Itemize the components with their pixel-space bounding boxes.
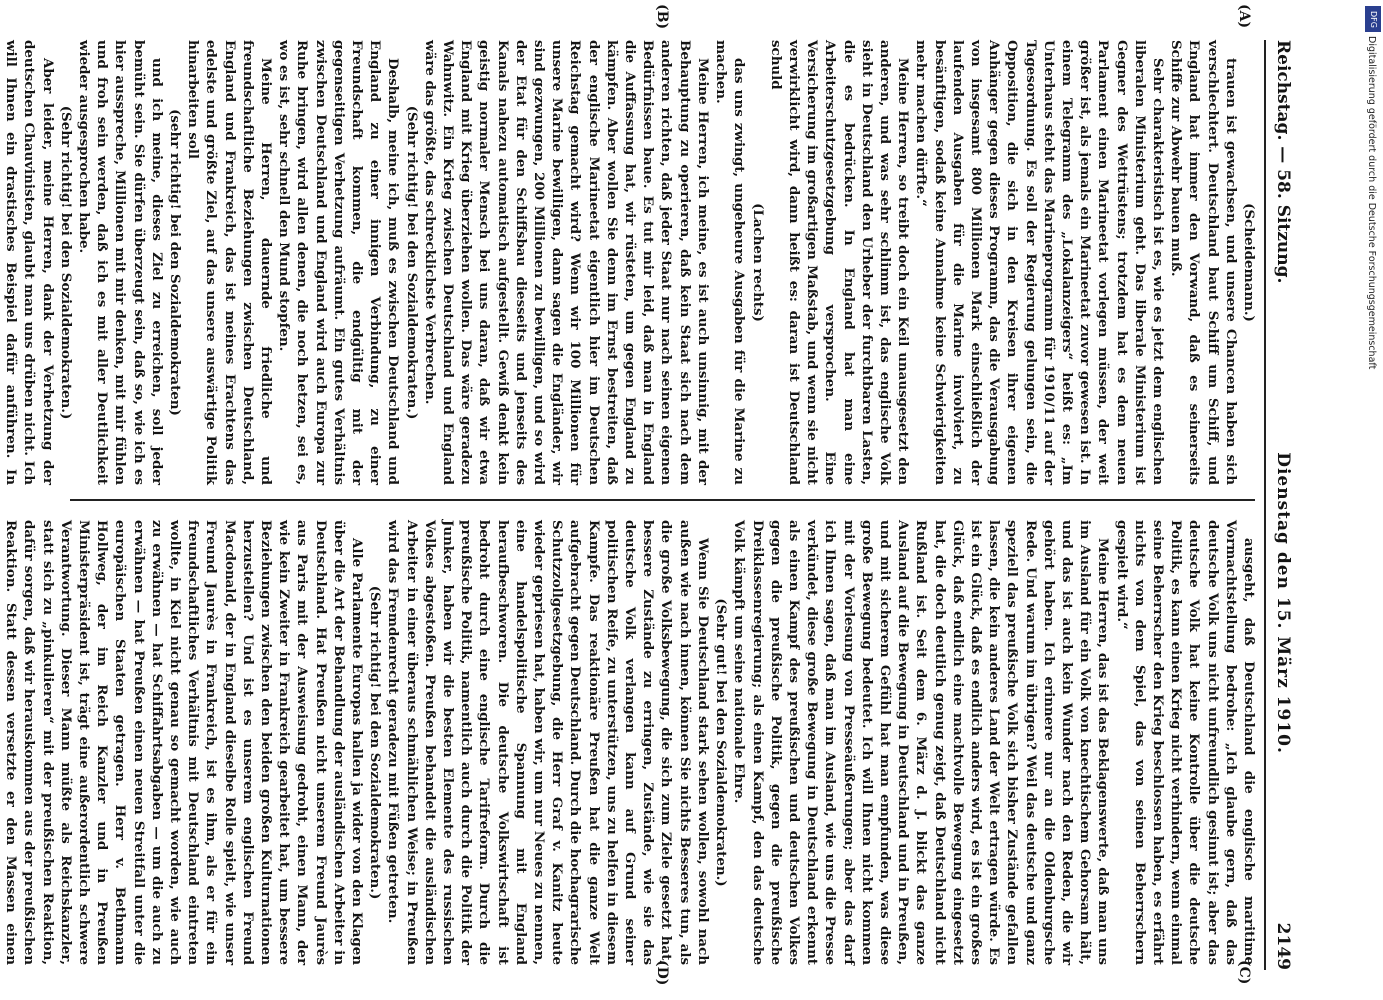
- paragraph: ausgeht, daß Deutschland die englische maritime Vormachtstellung bedrohe: „Ich glaube gern, daß das deutsche Volk uns nicht unfreundlich gesinnt ist; aber das deutsche Volk hat keine Kontrolle über die deutsche Politik, es kann einen Krieg nicht verhindern, wenn einmal seine Beherrscher den Krieg beschlossen haben, es erfährt nichts von dem Spiel, das von seinen Beherrschern gespielt wird.“: [1113, 520, 1257, 966]
- left-column: [3, 40, 1258, 485]
- margin-marker-a: (A): [1236, 4, 1252, 29]
- paragraph: Meine Herren, dauernde friedliche und freundschaftliche Beziehungen zwischen Deutschland, England und Frankreich, das ist meines Erachtens das edelste und größte Ziel, auf das unsere auswärtige Politik hinarbeiten soll: [185, 40, 275, 485]
- paragraph: (Sehr gut! bei den Sozialdemokraten.): [713, 598, 730, 887]
- dfg-logo: DFG: [1365, 6, 1381, 32]
- paragraph: (Sehr richtig! bei den Sozialdemokraten.): [57, 105, 74, 420]
- paragraph: (Lachen rechts): [749, 203, 766, 322]
- paragraph: das uns zwingt, ungeheure Ausgaben für die Marine zu machen.: [713, 40, 748, 485]
- paragraph: Alle Parlamente Europas hallen ja wider von den Klagen über die Art der Behandlung der ausländischen Arbeiter in Deutschland. Hat Preußen nicht unserem Freund Jaurès aus Paris mit der Ausweisung gedroht, einen Mann, der wie kein Zweiter in Frankreich gearbeitet hat, um bessere Beziehungen zwischen den beiden großen Kulturnationen herzustellen? Und ist es unserem englischen Freund Macdonald, der in England dieselbe Rolle spielt, wie unser Freund Jaurès in Frankreich, ist es ihm, als er für ein freundschaftliches Verhältnis mit Deutschland eintreten wollte, in Kiel nicht genau so gemacht worden, wie auch zu erwähnen — hat Schiffahrtsabgaben — um die auch zu erwähnen — hat Preußen einen neuen Streitfall unter die europäischen Staaten getragen. Herr v. Bethmann Hollweg, der im Reich Kanzler und in Preußen Ministerpräsident ist, trägt eine außerordentlich schwere Verantwortung. Dieser Mann müßte als Reichskanzler, statt sich zu „pinkulieren“ mit der preußischen Reaktion, dafür sorgen, daß wir herauskommen aus der preußischen Reaktion. Statt dessen versetzte er den Massen einen: [3, 520, 366, 965]
- paragraph: Meine Herren, so treibt doch ein Keil unausgesetzt den anderen, und was sehr schlimm ist, das englische Volk sieht in Deutschland den Urheber der furchtbaren Lasten, die es bedrücken. In England hat man eine Arbeiterschutzgesetzgebung versprochen. Eine Versicherung im großartigen Maßstab, und wenn sie nicht verwirklicht wird, dann heißt es: daran ist Deutschland schuld: [767, 40, 912, 485]
- credit-text: Digitalisierung gefördert durch die Deutsche Forschungsgemeinschaft: [1366, 36, 1377, 370]
- paragraph: (Sehr richtig! bei den Sozialdemokraten.): [367, 585, 384, 900]
- margin-marker-b: (B): [654, 4, 670, 30]
- paragraph: Meine Herren, ich meine, es ist auch unsinnig, mit der Behauptung zu operieren, daß kein Staat sich nach dem anderen richten, daß jeder Staat nur nach seinen eigenen Bedürfnissen baue. Es tut mir leid, daß man in England die Auffassung hat, wir rüsteten, um gegen England zu kämpfen. Aber wollen Sie denn im Ernst bestreiten, daß der englische Marineetat eigentlich hier im Deutschen Reichstag gemacht wird? Wenn wir 100 Millionen für unsere Marine bewilligen, dann sagen die Engländer, wir sind gezwungen, 200 Millionen zu bewilligen, und so wird der Etat für den Schiffsbau diesseits und jenseits des Kanals nahezu automatisch aufgestellt. Gewiß denkt kein geistig normaler Mensch bei uns daran, daß wir etwa England mit Krieg überziehen wollen. Das wäre geradezu Wahnwitz. Ein Krieg zwischen Deutschland und England wäre das größte, das schrecklichste Verbrechen.: [421, 40, 711, 485]
- paragraph: Wenn Sie Deutschland stark sehen wollen, sowohl nach außen wie nach innen, können Sie nichts Besseres tun, als die große Volksbewegung, die sich zum Ziele gesetzt hat, bessere Zustände zu erringen, Zustände, wie sie das deutsche Volk verlangen kann auf Grund seiner politischen Reife, zu unterstützen, uns zu helfen in diesem Kampfe. Das reaktionäre Preußen hat die ganze Welt aufgebracht gegen Deutschland. Durch die hochagrarische Schutzzollgesetzgebung, die Herr Graf v. Kanitz heute wieder gepriesen hat, haben wir, um nur Neues zu nennen, eine handelspolitische Spannung mit England heraufbeschworen. Die deutsche Volkswirtschaft ist bedroht durch eine englische Tarifreform. Durch die preußische Politik, namentlich auch durch die Politik der Junker, haben wir die besten Elemente des russischen Volkes abgestoßen. Preußen behandelt die ausländischen Arbeiter in einer überaus schmählichen Weise; in Preußen wird das Fremdenrecht geradezu mit Füßen getreten.: [385, 520, 711, 965]
- digitization-credit: [1366, 6, 1380, 996]
- paragraph: (Scheidemann.): [1241, 203, 1257, 322]
- paragraph: trauen ist gewachsen, und unsere Chancen haben sich verschlechtert. Deutschland baut Schiff um Schiff, und England hat immer den Vorwand, daß es seinerseits Schiffe zur Abwehr bauen muß.: [1168, 40, 1239, 485]
- rotated-page: [3, 0, 1310, 1000]
- page-header: [1264, 40, 1300, 970]
- page-number: 2149: [1273, 922, 1293, 970]
- margin-marker-c: (C): [1236, 960, 1252, 985]
- column-divider: [70, 499, 1255, 501]
- right-column: [3, 520, 1258, 966]
- paragraph: und ich meine, dieses Ziel zu erreichen, soll jeder bemüht sein. Sie dürfen überzeugt sein, daß so, wie ich es hier ausspreche, Millionen mit mir denken, mit mir fühlen und froh sein werden, daß ich es mit aller Deutlichkeit wieder ausgesprochen habe.: [76, 40, 165, 485]
- paragraph: (Sehr richtig! bei den Sozialdemokraten.): [403, 105, 420, 420]
- paragraph: Deshalb, meine ich, muß es zwischen Deutschland und England zu einer innigen Verbindung, zu einer Freundschaft kommen, die endgültig mit der gegenseitigen Verhetzung aufräumt. Ein gutes Verhältnis zwischen Deutschland und England wird auch Europa zur Ruhe bringen, wird allen denen, die noch hetzen, sei es, wo es ist, sehr schnell den Mund stopfen.: [276, 40, 402, 485]
- paragraph: Sehr charakteristisch ist es, wie es jetzt dem englischen liberalen Ministerium geht. Das liberale Ministerium ist Gegner des Wettrüstens; trotzdem hat es dem neuen Parlament einen Marineetat vorlegen müssen, der weit größer ist, als jemals ein Marineetat zuvor gewesen ist. In einem Telegramm des „Lokalanzeigers“ heißt es: „Im Unterhaus steht das Marineprogramm für 1910/11 auf der Tagesordnung. Es soll der Regierung gelungen sein, die Opposition, die sich in den Kreisen ihrer eigenen Anhänger gegen dieses Programm, das die Verausgabung von insgesamt 800 Millionen Mark einschließlich der laufenden Ausgaben für die Marine involviert, zu besänftigen, sodaß keine Annahme keine Schwierigkeiten mehr machen dürfte.“: [913, 40, 1166, 485]
- margin-marker-d: (D): [654, 960, 670, 986]
- paragraph: Aber leider, meine Herren, dank der Verhetzung der deutschen Chauvinisten, glaubt man uns drüben nicht. Ich will Ihnen ein drastisches Beispiel dafür anführen. In: [3, 40, 56, 485]
- header-left: Reichstag. — 58. Sitzung.: [1273, 40, 1293, 284]
- paragraph: Meine Herren, das ist das Beklagenswerte, daß man uns im Ausland für ein Volk von knechtischem Gehorsam hält, und das ist auch kein Wunder nach den Reden, die wir gehört haben. Ich erinnere nur an die Oldenburgsche Rede. Und warum im übrigen? Weil das deutsche und ganz speziell das preußische Volk sich bisher Zustände gefallen lassen, die kein anderes Land der Welt ertragen würde. Es ist ein Glück, daß es endlich anders wird, es ist ein großes Glück, daß endlich eine machtvolle Bewegung eingesetzt hat, die doch deutlich genug zeigt, daß Deutschland nicht Rußland ist. Seit dem 6. März d. J. blickt das ganze Ausland auf die Bewegung in Deutschland und in Preußen, und mit sicherem Gefühl hat man empfunden, was diese große Bewegung bedeutet. Ich will Ihnen nicht kommen mit der Vorlesung von Presseäußerungen; aber das darf ich Ihnen sagen, daß man im Ausland, wie uns die Presse verkündet, diese große Bewegung in Deutschland erkennt als einen Kampf des preußischen und deutschen Volkes gegen die preußische Politik, gegen die preußische Dreiklassenregierung; als einen Kampf, den das deutsche Volk kämpft um seine nationale Ehre.: [731, 520, 1112, 965]
- header-date: Dienstag den 15. März 1910.: [1273, 452, 1293, 754]
- paragraph: (sehr richtig! bei den Sozialdemokraten): [167, 109, 184, 416]
